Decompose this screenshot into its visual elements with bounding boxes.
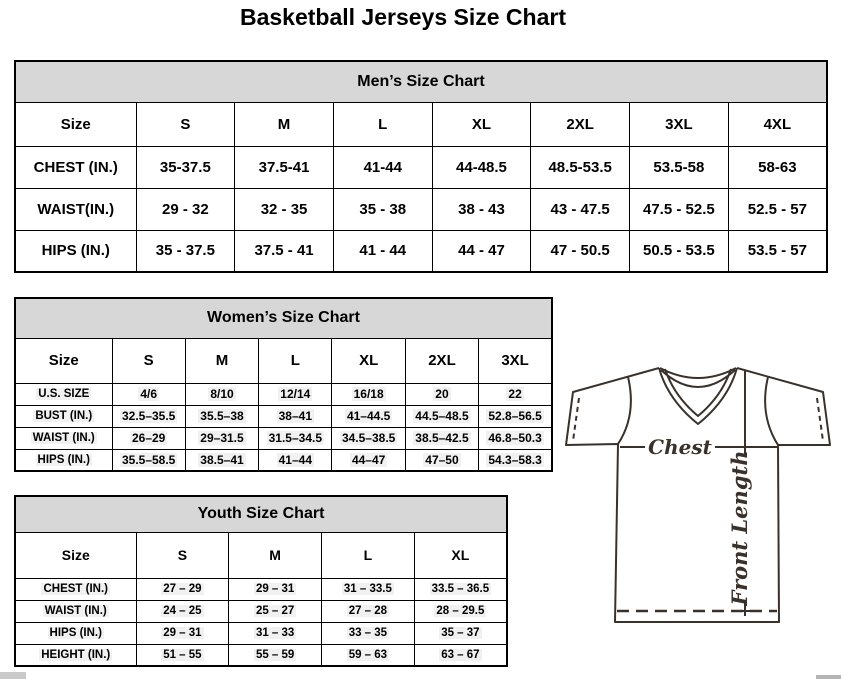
horizontal-scrollbar-fragment-left[interactable] [0, 672, 26, 679]
women-cell [405, 427, 478, 449]
youth-cell [414, 622, 507, 644]
women-cell [332, 383, 405, 405]
women-cell [259, 427, 332, 449]
highlighted-text: 55 – 59 [255, 648, 295, 661]
jersey-collar [659, 368, 737, 424]
men-size-header: Size [15, 102, 136, 146]
youth-cell [322, 644, 415, 666]
youth-column-s: S [136, 532, 229, 578]
youth-row-label [15, 644, 136, 666]
men-row-label: CHEST (IN.) [15, 146, 136, 188]
youth-cell [322, 622, 415, 644]
men-cell: 35 - 38 [333, 188, 432, 230]
men-table-title: Men’s Size Chart [15, 61, 827, 102]
highlighted-text: 22 [508, 387, 522, 401]
youth-column-l: L [322, 532, 415, 578]
highlighted-text: 32.5–35.5 [121, 409, 176, 423]
highlighted-text: WAIST (IN.) [44, 605, 107, 617]
horizontal-scrollbar-fragment-right[interactable] [816, 675, 841, 679]
highlighted-text: 8/10 [210, 387, 234, 401]
women-cell [405, 383, 478, 405]
youth-cell [414, 578, 507, 600]
highlighted-text: 16/18 [353, 387, 384, 401]
men-column-s: S [136, 102, 235, 146]
men-cell: 37.5 - 41 [235, 230, 334, 272]
highlighted-text: 34.5–38.5 [341, 431, 396, 445]
youth-column-xl: XL [414, 532, 507, 578]
women-cell [479, 449, 552, 471]
highlighted-text: 31 – 33.5 [343, 583, 392, 595]
men-column-xl: XL [432, 102, 531, 146]
women-cell [112, 427, 185, 449]
men-column-m: M [235, 102, 334, 146]
youth-cell [136, 644, 229, 666]
women-cell [332, 449, 405, 471]
front-length-label: Front Length [727, 450, 752, 606]
men-cell: 53.5 - 57 [728, 230, 827, 272]
highlighted-text: HIPS (IN.) [37, 453, 90, 466]
women-row-label [15, 449, 112, 471]
highlighted-text: 28 – 29.5 [436, 605, 485, 617]
highlighted-text: 47–50 [425, 452, 459, 467]
mens-size-table [14, 60, 828, 273]
women-cell [112, 405, 185, 427]
highlighted-text: 46.8–50.3 [488, 431, 542, 445]
youth-table-title: Youth Size Chart [15, 496, 507, 532]
chest-label: Chest [648, 435, 712, 459]
page-title: Basketball Jerseys Size Chart [239, 4, 566, 30]
highlighted-text: 4/6 [140, 387, 157, 401]
women-column-l: L [259, 338, 332, 383]
highlighted-text: BUST (IN.) [35, 410, 93, 422]
men-cell: 35-37.5 [136, 146, 235, 188]
men-row-label: HIPS (IN.) [15, 230, 136, 272]
men-cell: 44 - 47 [432, 230, 531, 272]
youth-cell [136, 622, 229, 644]
women-cell [479, 427, 552, 449]
men-cell: 44-48.5 [432, 146, 531, 188]
highlighted-text: 27 – 28 [348, 605, 388, 617]
jersey-measurement-diagram [556, 358, 840, 626]
youth-row-label [15, 600, 136, 622]
youth-size-header: Size [15, 532, 136, 578]
highlighted-text: 63 – 67 [441, 648, 480, 661]
youth-cell [322, 600, 415, 622]
women-cell [259, 449, 332, 471]
highlighted-text: 24 – 25 [163, 605, 202, 617]
women-cell [332, 405, 405, 427]
youth-cell [414, 644, 507, 666]
highlighted-text: 20 [435, 387, 449, 401]
women-column-3xl: 3XL [479, 338, 552, 383]
women-column-m: M [185, 338, 258, 383]
women-cell [112, 383, 185, 405]
men-cell: 48.5-53.5 [531, 146, 630, 188]
highlighted-text: 29 – 31 [163, 627, 202, 639]
jersey-left-cuff-stitch-line [573, 398, 579, 441]
women-row-label [15, 427, 112, 449]
youth-row-label [15, 622, 136, 644]
youth-cell [414, 600, 507, 622]
highlighted-text: 38.5–41 [200, 452, 244, 467]
men-cell: 50.5 - 53.5 [630, 230, 729, 272]
highlighted-text: 51 – 55 [163, 648, 202, 661]
highlighted-text: 31 – 33 [255, 627, 295, 639]
womens-size-table [14, 297, 553, 472]
highlighted-text: 41–44.5 [346, 409, 391, 423]
women-size-header: Size [15, 338, 112, 383]
women-cell [185, 427, 258, 449]
men-cell: 38 - 43 [432, 188, 531, 230]
women-cell [405, 405, 478, 427]
youth-cell [229, 578, 322, 600]
men-row-label: WAIST(IN.) [15, 188, 136, 230]
highlighted-text: 35 – 37 [441, 627, 480, 639]
women-column-xl: XL [332, 338, 405, 383]
men-cell: 29 - 32 [136, 188, 235, 230]
highlighted-text: 54.3–58.3 [488, 452, 542, 467]
jersey-right-cuff-stitch-line [817, 398, 823, 441]
men-column-l: L [333, 102, 432, 146]
highlighted-text: 33 – 35 [348, 627, 388, 639]
youth-cell [229, 622, 322, 644]
men-column-4xl: 4XL [728, 102, 827, 146]
highlighted-text: HIPS (IN.) [49, 627, 102, 639]
highlighted-text: 38–41 [278, 409, 312, 423]
highlighted-text: WAIST (IN.) [32, 432, 95, 444]
youth-row-label [15, 578, 136, 600]
men-cell: 47 - 50.5 [531, 230, 630, 272]
women-row-label [15, 383, 112, 405]
youth-size-table [14, 495, 508, 667]
women-column-2xl: 2XL [405, 338, 478, 383]
highlighted-text: U.S. SIZE [38, 388, 90, 400]
highlighted-text: 35.5–38 [200, 409, 244, 423]
men-cell: 47.5 - 52.5 [630, 188, 729, 230]
men-column-2xl: 2XL [531, 102, 630, 146]
highlighted-text: 12/14 [280, 387, 311, 401]
women-table-title: Women’s Size Chart [15, 298, 552, 338]
highlighted-text: 29 – 31 [255, 583, 295, 595]
women-column-s: S [112, 338, 185, 383]
highlighted-text: 31.5–34.5 [268, 431, 323, 445]
women-cell [112, 449, 185, 471]
men-cell: 32 - 35 [235, 188, 334, 230]
highlighted-text: HEIGHT (IN.) [41, 648, 111, 661]
highlighted-text: 41–44 [278, 452, 312, 467]
women-cell [405, 449, 478, 471]
highlighted-text: 35.5–58.5 [121, 452, 176, 467]
youth-cell [322, 578, 415, 600]
highlighted-text: 26–29 [131, 431, 166, 445]
men-cell: 43 - 47.5 [531, 188, 630, 230]
women-row-label [15, 405, 112, 427]
youth-cell [136, 578, 229, 600]
women-cell [479, 405, 552, 427]
jersey-left-sleeve-seam [618, 377, 631, 444]
highlighted-text: 44–47 [351, 452, 386, 467]
jersey-right-sleeve-seam [765, 377, 778, 445]
men-cell: 37.5-41 [235, 146, 334, 188]
jersey-outline [566, 368, 830, 622]
men-cell: 41-44 [333, 146, 432, 188]
highlighted-text: 38.5–42.5 [415, 431, 469, 445]
highlighted-text: 29–31.5 [200, 431, 244, 445]
men-cell: 52.5 - 57 [728, 188, 827, 230]
youth-cell [136, 600, 229, 622]
highlighted-text: 27 – 29 [163, 583, 202, 595]
highlighted-text: 33.5 – 36.5 [431, 583, 490, 595]
highlighted-text: 44.5–48.5 [415, 409, 469, 423]
women-cell [259, 383, 332, 405]
men-cell: 41 - 44 [333, 230, 432, 272]
women-cell [259, 405, 332, 427]
highlighted-text: CHEST (IN.) [43, 583, 109, 595]
women-cell [185, 449, 258, 471]
women-cell [332, 427, 405, 449]
youth-column-m: M [229, 532, 322, 578]
men-cell: 35 - 37.5 [136, 230, 235, 272]
youth-cell [229, 600, 322, 622]
women-cell [185, 383, 258, 405]
men-column-3xl: 3XL [630, 102, 729, 146]
highlighted-text: 25 – 27 [255, 605, 295, 617]
women-cell [185, 405, 258, 427]
men-cell: 53.5-58 [630, 146, 729, 188]
highlighted-text: 59 – 63 [348, 648, 388, 661]
youth-cell [229, 644, 322, 666]
highlighted-text: 52.8–56.5 [488, 409, 542, 423]
women-cell [479, 383, 552, 405]
men-cell: 58-63 [728, 146, 827, 188]
